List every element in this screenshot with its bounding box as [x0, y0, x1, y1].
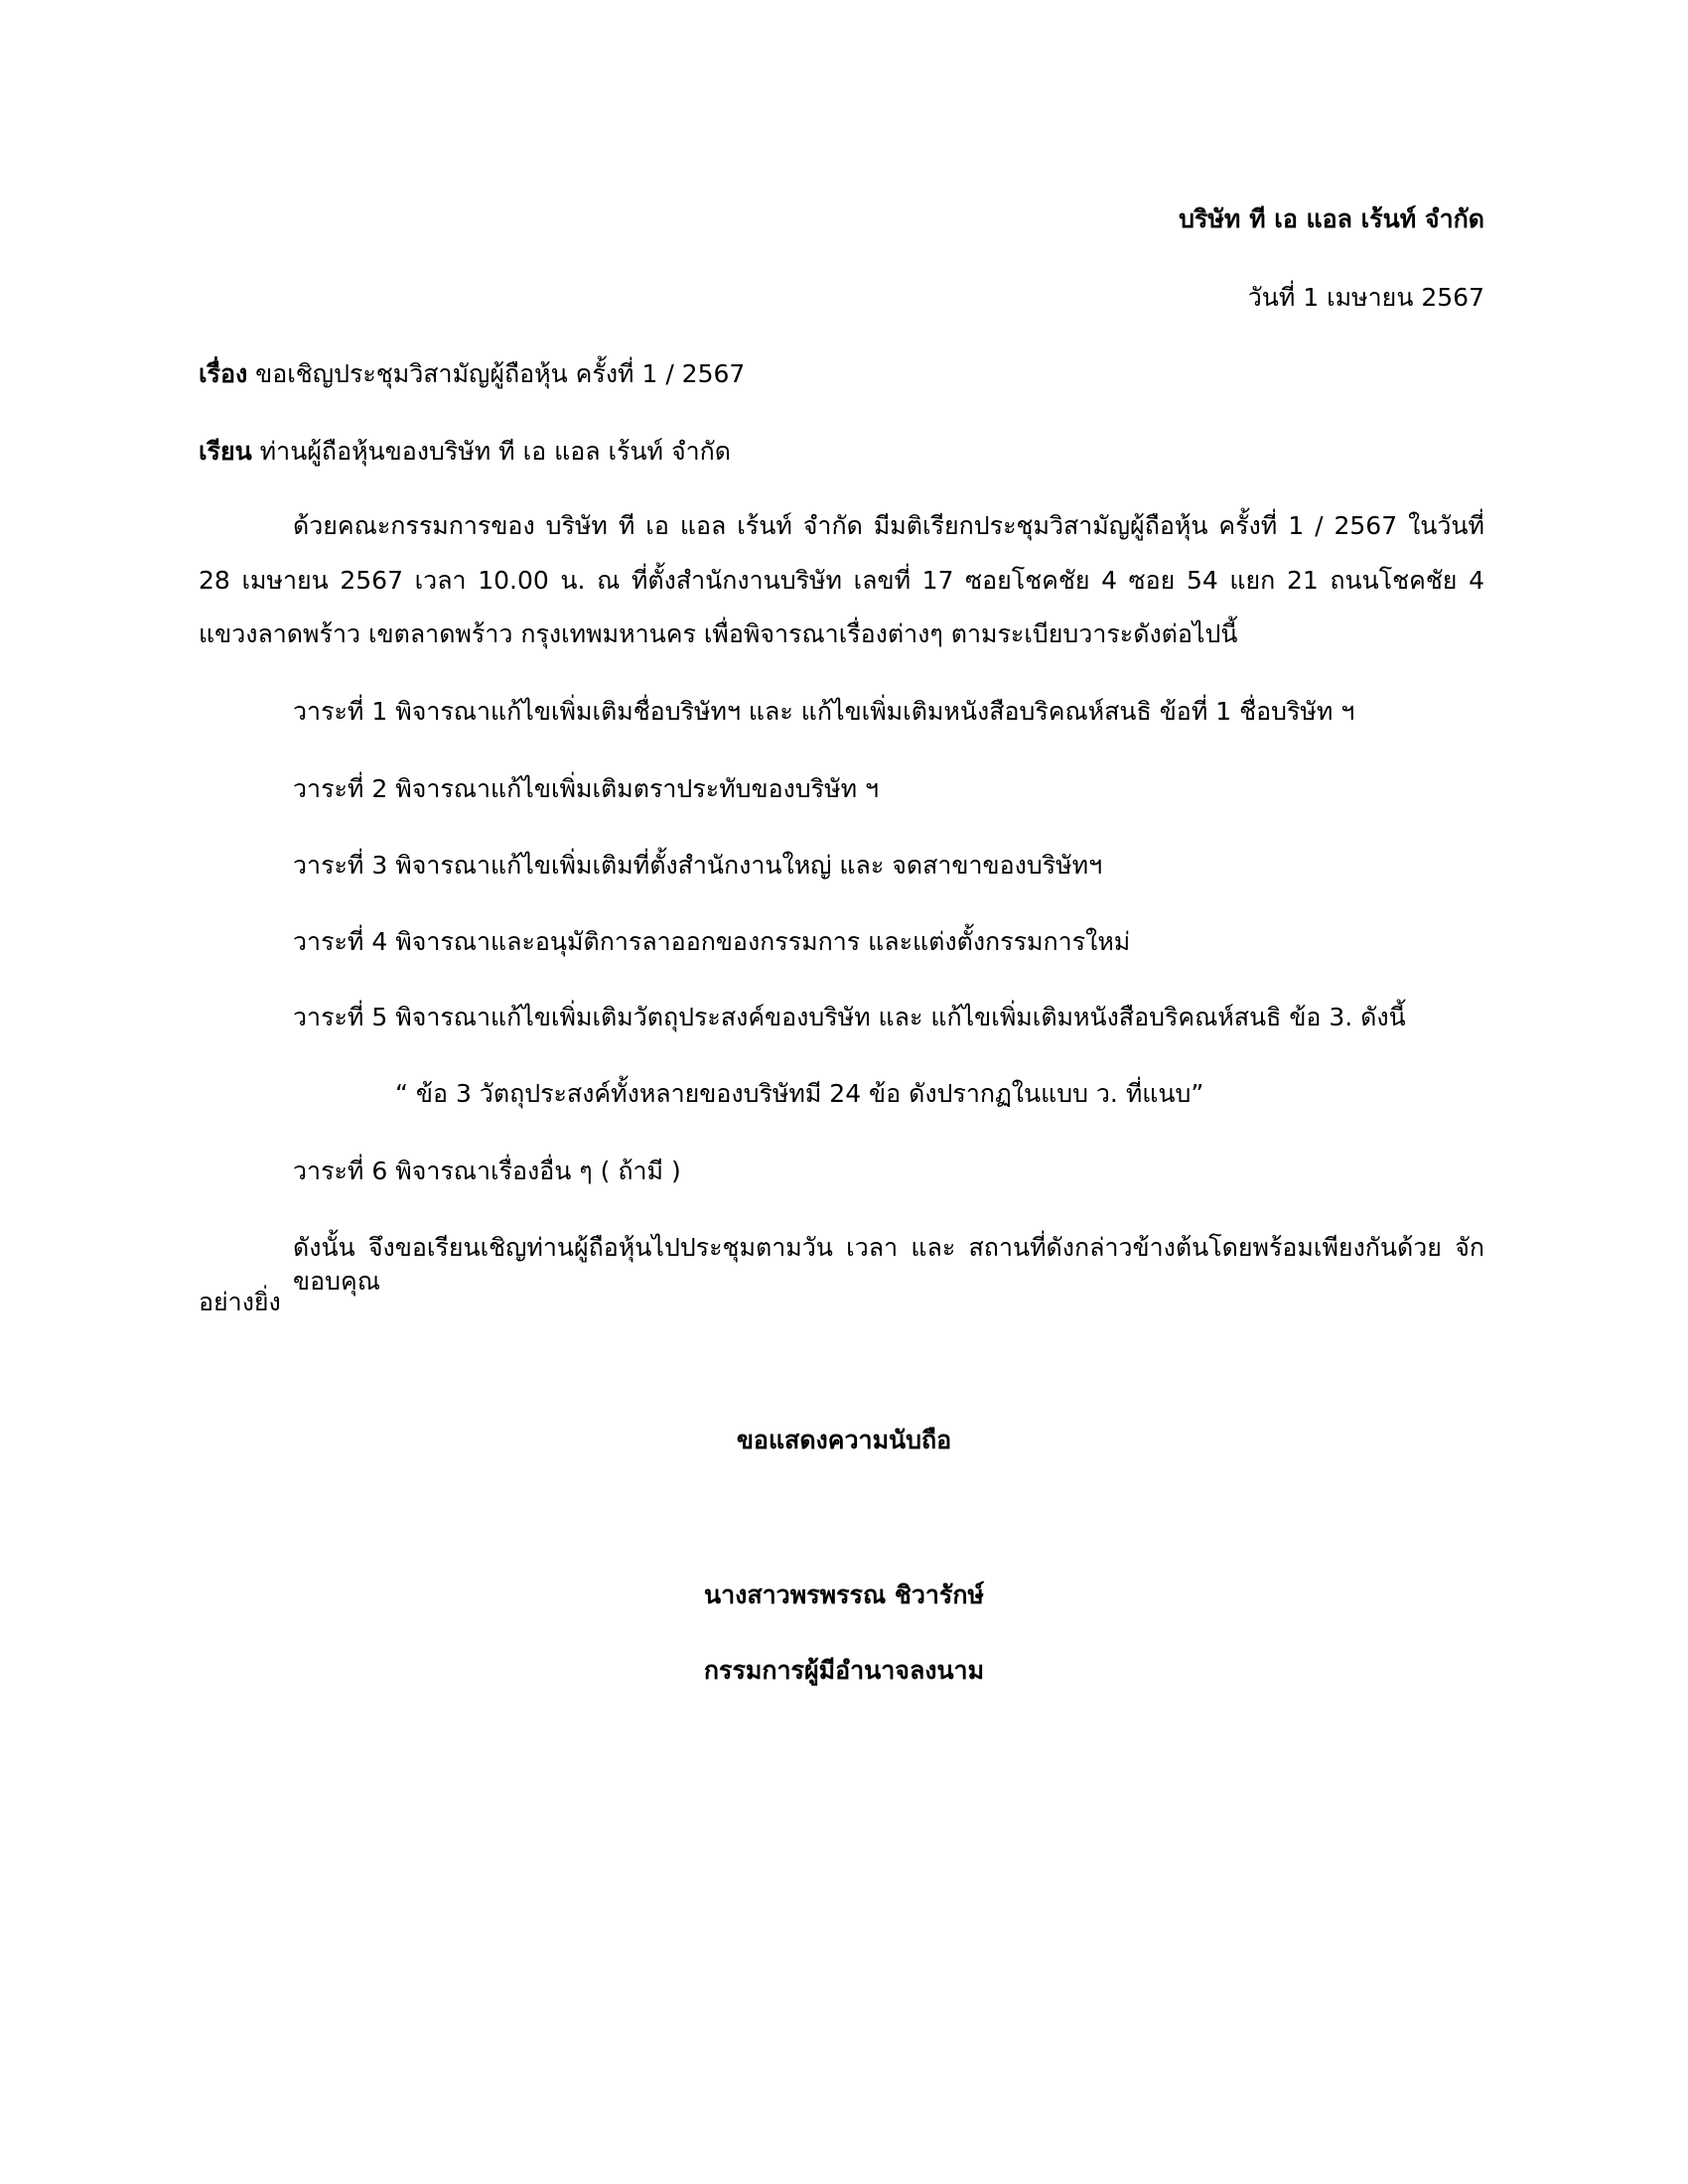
company-name: บริษัท ที เอ แอล เร้นท์ จำกัด	[1179, 205, 1484, 233]
recipient-label: เรียน	[199, 437, 252, 466]
closing-line-1: ดังนั้น จึงขอเรียนเชิญท่านผู้ถือหุ้นไปประชุมตามวัน เวลา และ สถานที่ดังกล่าวข้างต้นโดยพร้อมเพียงกันด้วย จักขอบคุณ	[293, 1233, 1484, 1296]
agenda-item-5: วาระที่ 5 พิจารณาแก้ไขเพิ่มเติมวัตถุประสงค์ของบริษัท และ แก้ไขเพิ่มเติมหนังสือบริคณห์สนธิ ข้อ 3. ดังนี้	[293, 1003, 1406, 1031]
letter-date: วันที่ 1 เมษายน 2567	[1247, 283, 1484, 312]
body-paragraph-line-1: ด้วยคณะกรรมการของ บริษัท ที เอ แอล เร้นท์ จำกัด มีมติเรียกประชุมวิสามัญผู้ถือหุ้น ครั้งที่ 1 / 2567 ในวันที่	[293, 511, 1484, 540]
agenda-item-4: วาระที่ 4 พิจารณาและอนุมัติการลาออกของกรรมการ และแต่งตั้งกรรมการใหม่	[293, 927, 1131, 956]
body-paragraph-line-2: 28 เมษายน 2567 เวลา 10.00 น. ณ ที่ตั้งสำนักงานบริษัท เลขที่ 17 ซอยโชคชัย 4 ซอย 54 แยก 21 ถนนโชคชัย 4	[199, 566, 1484, 595]
agenda-item-5-quote: “ ข้อ 3 วัตถุประสงค์ทั้งหลายของบริษัทมี 24 ข้อ ดังปรากฏในแบบ ว. ที่แนบ”	[395, 1079, 1204, 1108]
signer-title: กรรมการผู้มีอำนาจลงนาม	[703, 1656, 985, 1685]
closing-line-2: อย่างยิ่ง	[199, 1288, 281, 1316]
regards-text: ขอแสดงความนับถือ	[736, 1426, 952, 1454]
agenda-item-2: วาระที่ 2 พิจารณาแก้ไขเพิ่มเติมตราประทับของบริษัท ฯ	[293, 774, 880, 803]
subject-label: เรื่อง	[199, 359, 248, 388]
subject-text: ขอเชิญประชุมวิสามัญผู้ถือหุ้น ครั้งที่ 1 / 2567	[255, 359, 746, 388]
body-paragraph-line-3: แขวงลาดพร้าว เขตลาดพร้าว กรุงเทพมหานคร เพื่อพิจารณาเรื่องต่างๆ ตามระเบียบวาระดังต่อไปนี้	[199, 619, 1238, 648]
recipient-text: ท่านผู้ถือหุ้นของบริษัท ที เอ แอล เร้นท์ จำกัด	[259, 437, 732, 466]
signer-name: นางสาวพรพรรณ ชิวารักษ์	[704, 1580, 984, 1609]
agenda-item-1: วาระที่ 1 พิจารณาแก้ไขเพิ่มเติมชื่อบริษัทฯ และ แก้ไขเพิ่มเติมหนังสือบริคณห์สนธิ ข้อที่ 1 ชื่อบริษัท ฯ	[293, 697, 1355, 726]
agenda-item-6: วาระที่ 6 พิจารณาเรื่องอื่น ๆ ( ถ้ามี )	[293, 1157, 681, 1185]
agenda-item-3: วาระที่ 3 พิจารณาแก้ไขเพิ่มเติมที่ตั้งสำนักงานใหญ่ และ จดสาขาของบริษัทฯ	[293, 851, 1103, 880]
recipient-line	[199, 435, 731, 469]
subject-line	[199, 357, 745, 391]
